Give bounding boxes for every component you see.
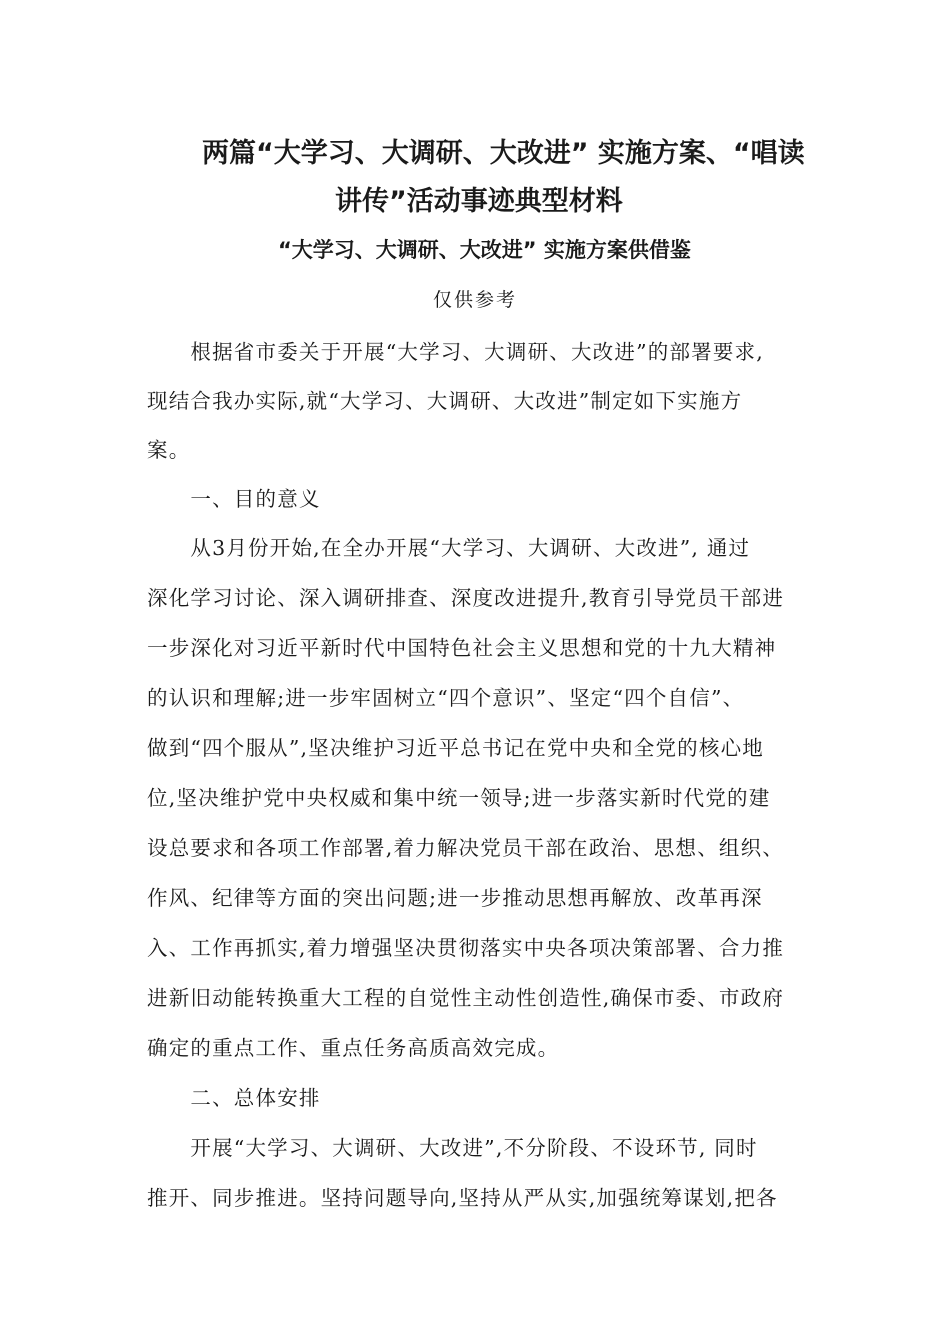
- body-line: 入、工作再抓实,着力增强坚决贯彻落实中央各项决策部署、合力推: [147, 936, 785, 960]
- body-line: 确定的重点工作、重点任务高质高效完成。: [147, 1036, 560, 1060]
- reference-note: 仅供参考: [432, 289, 517, 311]
- body-line: 根据省市委关于开展“大学习、大调研、大改进”的部署要求,: [147, 340, 764, 364]
- body-line: 深化学习讨论、深入调研排查、深度改进提升,教育引导党员干部进: [147, 586, 785, 610]
- section-heading: 一、目的意义: [147, 487, 321, 511]
- body-line: 现结合我办实际,就“大学习、大调研、大改进”制定如下实施方: [147, 389, 743, 413]
- document-title-line-2: 讲传”活动事迹典型材料: [335, 186, 623, 217]
- section-heading: 二、总体安排: [147, 1086, 321, 1110]
- body-line: 推开、同步推进。坚持问题导向,坚持从严从实,加强统筹谋划,把各: [147, 1186, 778, 1210]
- body-line: 做到“四个服从”,坚决维护习近平总书记在党中央和全党的核心地: [147, 736, 764, 760]
- body-line: 进新旧动能转换重大工程的自觉性主动性创造性,确保市委、市政府: [147, 986, 785, 1010]
- document-title-line-1: 两篇“大学习、大调研、大改进” 实施方案、“唱读: [202, 138, 805, 169]
- body-line: 设总要求和各项工作部署,着力解决党员干部在政治、思想、组织、: [147, 836, 785, 860]
- document-subtitle: “大学习、大调研、大改进” 实施方案供借鉴: [278, 238, 691, 262]
- body-line: 案。: [147, 438, 191, 462]
- body-line: 开展“大学习、大调研、大改进”,不分阶段、不设环节, 同时: [147, 1136, 758, 1160]
- body-line: 一步深化对习近平新时代中国特色社会主义思想和党的十九大精神: [147, 636, 777, 660]
- body-line: 作风、纪律等方面的突出问题;进一步推动思想再解放、改革再深: [147, 886, 763, 910]
- body-line: 位,坚决维护党中央权威和集中统一领导;进一步落实新时代党的建: [147, 786, 771, 810]
- body-line: 的认识和理解;进一步牢固树立“四个意识”、坚定“四个自信”、: [147, 686, 745, 710]
- body-line: 从3月份开始,在全办开展“大学习、大调研、大改进”, 通过: [147, 536, 751, 560]
